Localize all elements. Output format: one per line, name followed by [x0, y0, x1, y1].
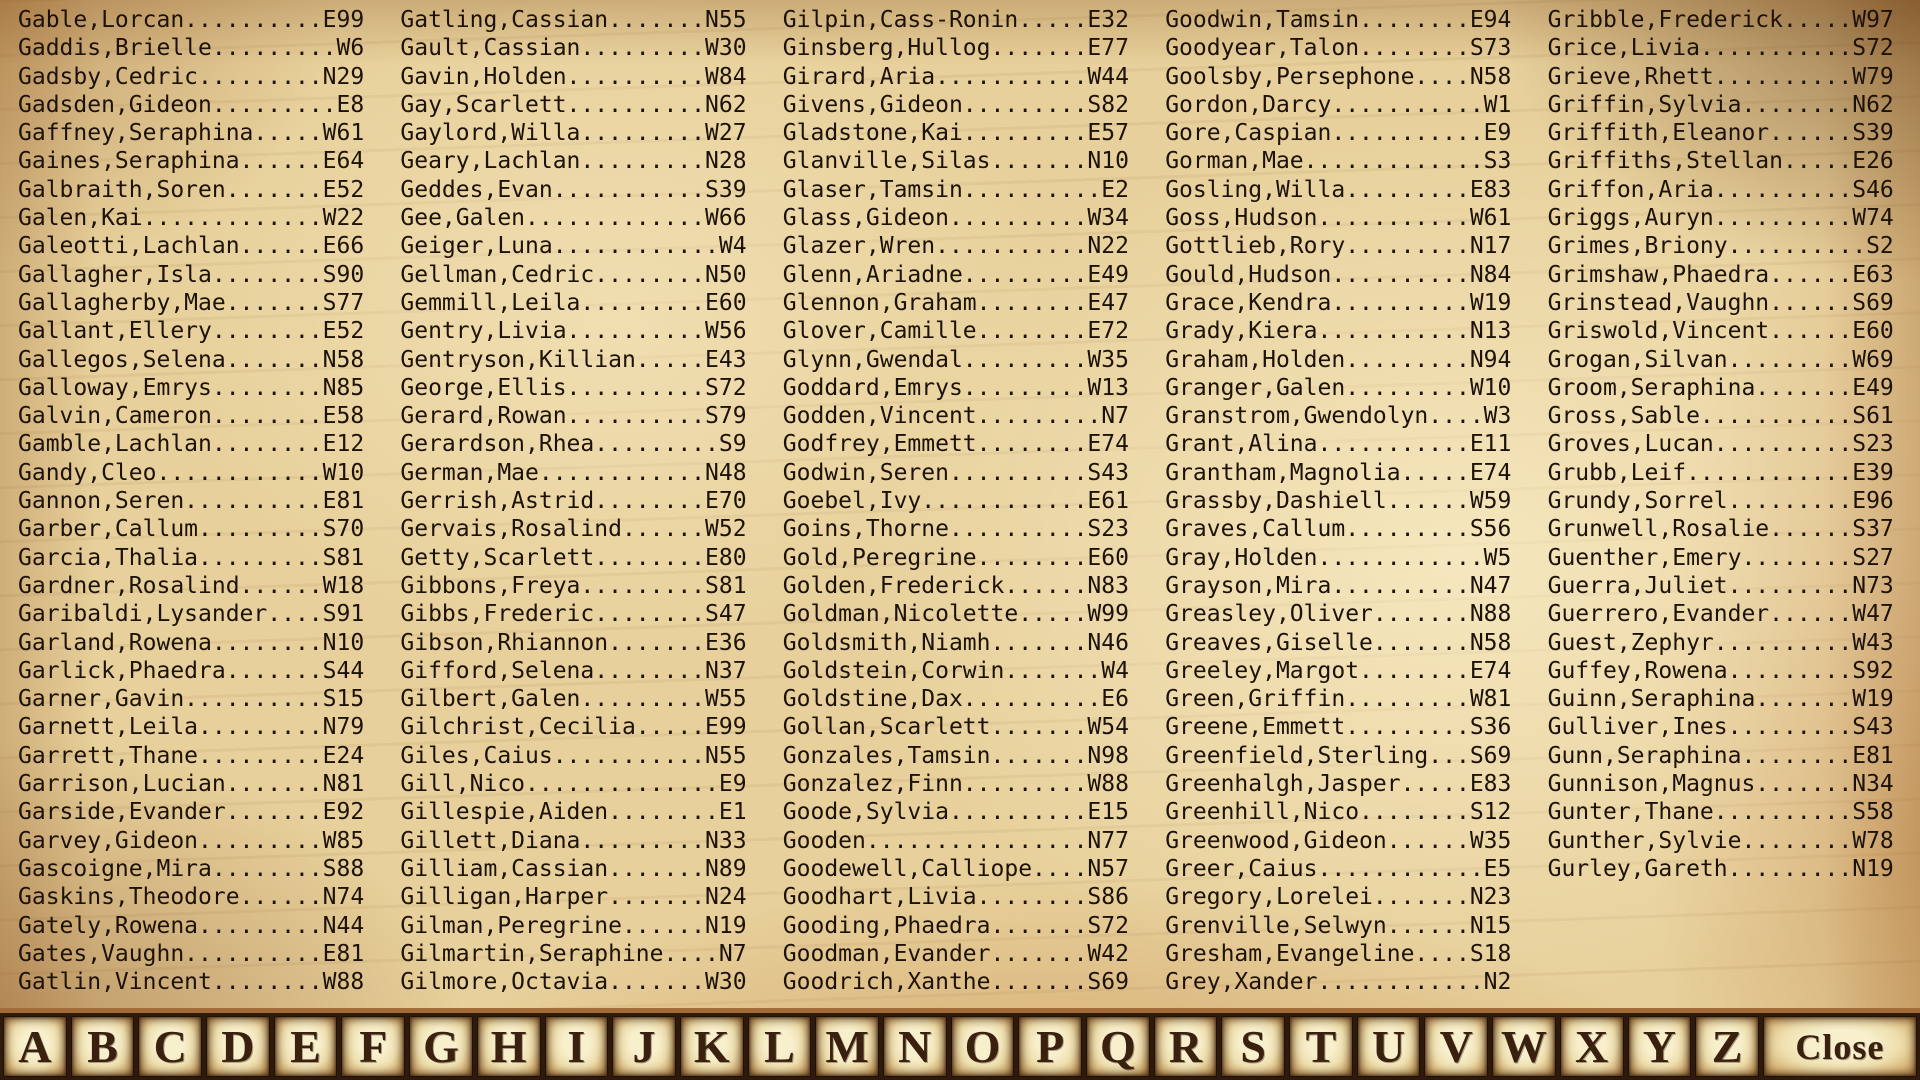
directory-entry: Garland,Rowena........N10 [18, 629, 365, 656]
directory-entry: Gunter,Thane..........S58 [1547, 799, 1894, 826]
directory-entry: Grundy,Sorrel.........E96 [1547, 488, 1894, 515]
letter-tile-v[interactable]: V [1424, 1016, 1488, 1077]
letter-tile-u[interactable]: U [1357, 1016, 1421, 1077]
directory-entry: Gulliver,Ines.........S43 [1547, 714, 1894, 741]
directory-entry: Getty,Scarlett........E80 [400, 544, 747, 571]
directory-entry: Goldstein,Corwin.......W4 [782, 657, 1129, 684]
directory-entry: Goins,Thorne..........S23 [782, 516, 1129, 543]
letter-tile-b[interactable]: B [71, 1016, 135, 1077]
directory-entry: Gilpin,Cass-Ronin.....E32 [782, 7, 1129, 33]
letter-tile-h[interactable]: H [477, 1016, 541, 1077]
directory-entry: Gates,Vaughn..........E81 [18, 940, 365, 967]
directory-entry: Goodyear,Talon........S73 [1165, 35, 1512, 62]
directory-entry: Geddes,Evan...........S39 [400, 176, 747, 203]
close-button[interactable]: Close [1763, 1016, 1917, 1077]
directory-entry: Graves,Callum.........S56 [1165, 516, 1512, 543]
directory-entry: Groves,Lucan..........S23 [1547, 431, 1894, 458]
directory-entry: Geiger,Luna............W4 [400, 233, 747, 260]
directory-entry: Guffey,Rowena.........S92 [1547, 657, 1894, 684]
directory-entry: Gerardson,Rhea.........S9 [400, 431, 747, 458]
directory-entry: Gadsby,Cedric.........N29 [18, 63, 365, 90]
directory-entry: Gervais,Rosalind......W52 [400, 516, 747, 543]
directory-entry: Galbraith,Soren.......E52 [18, 176, 365, 203]
directory-entry: Gifford,Selena........N37 [400, 657, 747, 684]
directory-entry: Gentryson,Killian.....E43 [400, 346, 747, 373]
directory-entry: Gee,Galen.............W66 [400, 205, 747, 232]
directory-entry: Goddard,Emrys.........W13 [782, 374, 1129, 401]
directory-entry: Glass,Gideon..........W34 [782, 205, 1129, 232]
directory-entry: Grieve,Rhett..........W79 [1547, 63, 1894, 90]
directory-entry: Galloway,Emrys........N85 [18, 374, 365, 401]
directory-entry: Gaines,Seraphina......E64 [18, 148, 365, 175]
directory-entry: Grimshaw,Phaedra......E63 [1547, 261, 1894, 288]
letter-tile-w[interactable]: W [1492, 1016, 1556, 1077]
letter-tile-s[interactable]: S [1221, 1016, 1285, 1077]
directory-entry: Garner,Gavin..........S15 [18, 686, 365, 713]
directory-entry: Gilmartin,Seraphine....N7 [400, 940, 747, 967]
directory-entry: Gately,Rowena.........N44 [18, 912, 365, 939]
directory-entry: Galeotti,Lachlan......E66 [18, 233, 365, 260]
directory-entry: Galen,Kai.............W22 [18, 205, 365, 232]
letter-tile-j[interactable]: J [612, 1016, 676, 1077]
directory-entry: Glenn,Ariadne.........E49 [782, 261, 1129, 288]
directory-entry: Gaddis,Brielle.........W6 [18, 35, 365, 62]
directory-entry: Goldsmith,Niamh.......N46 [782, 629, 1129, 656]
directory-entry: Gilbert,Galen.........W55 [400, 686, 747, 713]
directory-entry: Greenhill,Nico........S12 [1165, 799, 1512, 826]
directory-entry: Garrett,Thane.........E24 [18, 742, 365, 769]
directory-entry: Gilliam,Cassian.......N89 [400, 855, 747, 882]
directory-entry: Grady,Kiera...........N13 [1165, 318, 1512, 345]
directory-entry: Grinstead,Vaughn......S69 [1547, 289, 1894, 316]
directory-entry: Gemmill,Leila.........E60 [400, 289, 747, 316]
directory-entry: Glazer,Wren...........N22 [782, 233, 1129, 260]
directory-entry: Grant,Alina...........E11 [1165, 431, 1512, 458]
directory-column-3 [769, 6, 1151, 1000]
directory-entry: Griggs,Auryn..........W74 [1547, 205, 1894, 232]
letter-tile-n[interactable]: N [883, 1016, 947, 1077]
directory-entry: Granstrom,Gwendolyn....W3 [1165, 403, 1512, 430]
directory-entry: Gay,Scarlett..........N62 [400, 91, 747, 118]
directory-entry: Gannon,Seren..........E81 [18, 488, 365, 515]
directory-entry: Gaylord,Willa.........W27 [400, 120, 747, 147]
directory-entry: Gunn,Seraphina........E81 [1547, 742, 1894, 769]
directory-entry: Godfrey,Emmett........E74 [782, 431, 1129, 458]
directory-entry: Goodman,Evander.......W42 [782, 940, 1129, 967]
letter-tile-l[interactable]: L [748, 1016, 812, 1077]
directory-entry: Garnett,Leila.........N79 [18, 714, 365, 741]
directory-entry: Gurley,Gareth.........N19 [1547, 855, 1894, 882]
directory-entry: Gladstone,Kai.........E57 [782, 120, 1129, 147]
directory-entry: Gandy,Cleo............W10 [18, 459, 365, 486]
alphabet-bar [0, 1008, 1920, 1080]
directory-entry: Garibaldi,Lysander....S91 [18, 601, 365, 628]
directory-entry: Gribble,Frederick.....W97 [1547, 7, 1894, 33]
directory-entry: Groom,Seraphina.......E49 [1547, 374, 1894, 401]
directory-entry: Gottlieb,Rory.........N17 [1165, 233, 1512, 260]
directory-entry: Garcia,Thalia.........S81 [18, 544, 365, 571]
directory-entry: Gill,Nico..............E9 [400, 771, 747, 798]
letter-tile-r[interactable]: R [1154, 1016, 1218, 1077]
directory-entry: Grassby,Dashiell......W59 [1165, 488, 1512, 515]
directory-entry: Green,Griffin.........W81 [1165, 686, 1512, 713]
directory-entry: Gresham,Evangeline....S18 [1165, 940, 1512, 967]
directory-entry: Giles,Caius...........N55 [400, 742, 747, 769]
directory-entry: Gross,Sable...........S61 [1547, 403, 1894, 430]
directory-entry: Golden,Frederick......N83 [782, 572, 1129, 599]
directory-entry: Garvey,Gideon.........W85 [18, 827, 365, 854]
directory-entry: Godden,Vincent.........N7 [782, 403, 1129, 430]
letter-tile-a[interactable]: A [3, 1016, 67, 1077]
letter-tile-f[interactable]: F [341, 1016, 405, 1077]
directory-entry: Griffiths,Stellan.....E26 [1547, 148, 1894, 175]
letter-tile-y[interactable]: Y [1628, 1016, 1692, 1077]
directory-entry: Garside,Evander.......E92 [18, 799, 365, 826]
directory-entry: Godwin,Seren..........S43 [782, 459, 1129, 486]
directory-entry: Garlick,Phaedra.......S44 [18, 657, 365, 684]
directory-entry: Grunwell,Rosalie......S37 [1547, 516, 1894, 543]
letter-tile-e[interactable]: E [274, 1016, 338, 1077]
directory-entry: Givens,Gideon.........S82 [782, 91, 1129, 118]
directory-entry: Gault,Cassian.........W30 [400, 35, 747, 62]
directory-entry: Goss,Hudson...........W61 [1165, 205, 1512, 232]
directory-entry: Greeley,Margot........E74 [1165, 657, 1512, 684]
directory-column-4 [1151, 6, 1533, 1000]
directory-column-2 [386, 6, 768, 1000]
letter-tile-d[interactable]: D [206, 1016, 270, 1077]
directory-entry: Gooden................N77 [782, 827, 1129, 854]
directory-entry: Gillett,Diana.........N33 [400, 827, 747, 854]
directory-entry: Gonzalez,Finn.........W88 [782, 771, 1129, 798]
directory-entry: Gibbons,Freya.........S81 [400, 572, 747, 599]
directory-entry: Goldstine,Dax..........E6 [782, 686, 1129, 713]
directory-entry: Ginsberg,Hullog.......E77 [782, 35, 1129, 62]
directory-entry: Gold,Peregrine........E60 [782, 544, 1129, 571]
directory-entry: Greaves,Giselle.......N58 [1165, 629, 1512, 656]
letter-tile-x[interactable]: X [1560, 1016, 1624, 1077]
directory-entry: Guerra,Juliet.........N73 [1547, 572, 1894, 599]
directory-entry: Glover,Camille........E72 [782, 318, 1129, 345]
directory-entry: Gavin,Holden..........W84 [400, 63, 747, 90]
directory-entry: Goodrich,Xanthe.......S69 [782, 969, 1129, 996]
directory-entry: Geary,Lachlan.........N28 [400, 148, 747, 175]
directory-entry: Gollan,Scarlett.......W54 [782, 714, 1129, 741]
directory-entry: Griffith,Eleanor......S39 [1547, 120, 1894, 147]
directory-entry: Glanville,Silas.......N10 [782, 148, 1129, 175]
directory-entry: Grenville,Selwyn......N15 [1165, 912, 1512, 939]
directory-entry: Girard,Aria...........W44 [782, 63, 1129, 90]
directory-entry: Garber,Callum.........S70 [18, 516, 365, 543]
directory-entry: Granger,Galen.........W10 [1165, 374, 1512, 401]
directory-entry: Greenwood,Gideon......W35 [1165, 827, 1512, 854]
directory-entry: Gellman,Cedric........N50 [400, 261, 747, 288]
directory-entry: Goldman,Nicolette.....W99 [782, 601, 1129, 628]
directory-entry: Guinn,Seraphina.......W19 [1547, 686, 1894, 713]
directory-entry: Griffon,Aria..........S46 [1547, 176, 1894, 203]
letter-tile-c[interactable]: C [138, 1016, 202, 1077]
letter-tile-i[interactable]: I [545, 1016, 609, 1077]
directory-entry: Glaser,Tamsin..........E2 [782, 176, 1129, 203]
directory-entry: Gamble,Lachlan........E12 [18, 431, 365, 458]
directory-entry: Gould,Hudson..........N84 [1165, 261, 1512, 288]
directory-entry: Guest,Zephyr..........W43 [1547, 629, 1894, 656]
directory-entry: Graham,Holden.........N94 [1165, 346, 1512, 373]
letter-tile-o[interactable]: O [951, 1016, 1015, 1077]
directory-entry: Grogan,Silvan.........W69 [1547, 346, 1894, 373]
directory-entry: Grantham,Magnolia.....E74 [1165, 459, 1512, 486]
directory-entry: Gunnison,Magnus.......N34 [1547, 771, 1894, 798]
directory-entry: Grace,Kendra..........W19 [1165, 289, 1512, 316]
letter-tile-g[interactable]: G [409, 1016, 473, 1077]
letter-tile-k[interactable]: K [680, 1016, 744, 1077]
directory-entry: Gallegos,Selena.......N58 [18, 346, 365, 373]
directory-entry: George,Ellis..........S72 [400, 374, 747, 401]
directory-entry: Greer,Caius............E5 [1165, 855, 1512, 882]
directory-entry: Greenfield,Sterling...S69 [1165, 742, 1512, 769]
directory-entry: Gatling,Cassian.......N55 [400, 7, 747, 33]
directory-entry: Glennon,Graham........E47 [782, 289, 1129, 316]
directory-entry: Gonzales,Tamsin.......N98 [782, 742, 1129, 769]
directory-entry: Gray,Holden............W5 [1165, 544, 1512, 571]
directory-entry: Grice,Livia...........S72 [1547, 35, 1894, 62]
directory-entry: Gatlin,Vincent........W88 [18, 969, 365, 996]
letter-tile-q[interactable]: Q [1086, 1016, 1150, 1077]
directory-entry: Galvin,Cameron........E58 [18, 403, 365, 430]
directory-entry: Gadsden,Gideon.........E8 [18, 91, 365, 118]
directory-entry: Guerrero,Evander......W47 [1547, 601, 1894, 628]
directory-entry: Greenhalgh,Jasper.....E83 [1165, 771, 1512, 798]
directory-entry: Gore,Caspian...........E9 [1165, 120, 1512, 147]
directory-entry: Gillespie,Aiden........E1 [400, 799, 747, 826]
directory-entry: Grey,Xander............N2 [1165, 969, 1512, 996]
directory-entry: Goodewell,Calliope....N57 [782, 855, 1129, 882]
directory-entry: Glynn,Gwendal.........W35 [782, 346, 1129, 373]
directory-entry: Gilligan,Harper.......N24 [400, 884, 747, 911]
directory-entry: Gerard,Rowan..........S79 [400, 403, 747, 430]
directory-entry: Gaskins,Theodore......N74 [18, 884, 365, 911]
directory-entry: Gaffney,Seraphina.....W61 [18, 120, 365, 147]
directory-entry: Gunther,Sylvie........W78 [1547, 827, 1894, 854]
directory-entry: Goode,Sylvia..........E15 [782, 799, 1129, 826]
directory-entry: Griffin,Sylvia........N62 [1547, 91, 1894, 118]
letter-tile-m[interactable]: M [815, 1016, 879, 1077]
directory-entry: Gentry,Livia..........W56 [400, 318, 747, 345]
directory-entry: Grimes,Briony..........S2 [1547, 233, 1894, 260]
directory-entry: German,Mae............N48 [400, 459, 747, 486]
directory-entry: Goodwin,Tamsin........E94 [1165, 7, 1512, 33]
directory-entry: Gregory,Lorelei.......N23 [1165, 884, 1512, 911]
directory-entry: Gosling,Willa.........E83 [1165, 176, 1512, 203]
letter-tile-z[interactable]: Z [1695, 1016, 1759, 1077]
directory-entry: Gerrish,Astrid........E70 [400, 488, 747, 515]
directory-entry: Goebel,Ivy............E61 [782, 488, 1129, 515]
directory-entry: Greene,Emmett.........S36 [1165, 714, 1512, 741]
directory-entry: Garrison,Lucian.......N81 [18, 771, 365, 798]
directory-entry: Goodhart,Livia........S86 [782, 884, 1129, 911]
directory-entry: Gardner,Rosalind......W18 [18, 572, 365, 599]
directory-entry: Gordon,Darcy...........W1 [1165, 91, 1512, 118]
directory-entry: Gable,Lorcan..........E99 [18, 7, 365, 33]
directory-entry: Guenther,Emery........S27 [1547, 544, 1894, 571]
directory-entry: Gilman,Peregrine......N19 [400, 912, 747, 939]
letter-tile-t[interactable]: T [1289, 1016, 1353, 1077]
directory-entry: Gibbs,Frederic........S47 [400, 601, 747, 628]
directory-entry: Gilmore,Octavia.......W30 [400, 969, 747, 996]
directory-entry: Gibson,Rhiannon.......E36 [400, 629, 747, 656]
directory-entry: Gallagherby,Mae.......S77 [18, 289, 365, 316]
directory-entry: Gallant,Ellery........E52 [18, 318, 365, 345]
directory-entry: Grayson,Mira..........N47 [1165, 572, 1512, 599]
directory-column-5 [1534, 6, 1916, 1000]
directory-listing [0, 6, 1920, 1000]
directory-entry: Greasley,Oliver.......N88 [1165, 601, 1512, 628]
directory-entry: Goolsby,Persephone....N58 [1165, 63, 1512, 90]
directory-entry: Gooding,Phaedra.......S72 [782, 912, 1129, 939]
directory-entry: Gilchrist,Cecilia.....E99 [400, 714, 747, 741]
letter-tile-p[interactable]: P [1018, 1016, 1082, 1077]
directory-column-1 [4, 6, 386, 1000]
directory-entry: Gascoigne,Mira........S88 [18, 855, 365, 882]
directory-entry: Grubb,Leif............E39 [1547, 459, 1894, 486]
directory-entry: Gorman,Mae.............S3 [1165, 148, 1512, 175]
directory-entry: Gallagher,Isla........S90 [18, 261, 365, 288]
directory-entry: Griswold,Vincent......E60 [1547, 318, 1894, 345]
